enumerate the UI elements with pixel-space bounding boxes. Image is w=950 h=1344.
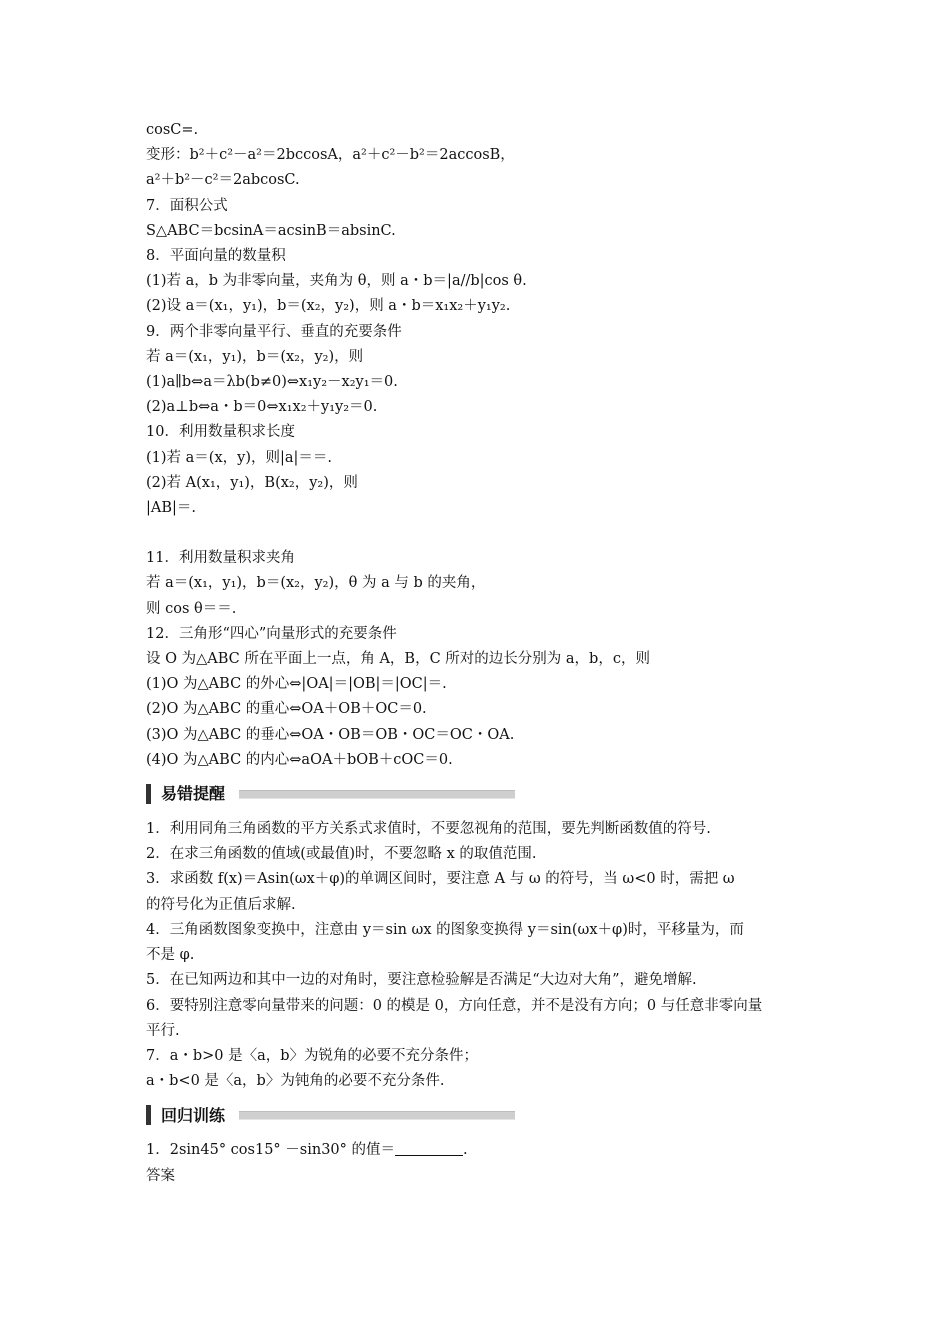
formula-heading: 9．两个非零向量平行、垂直的充要条件 [146, 323, 402, 340]
formula-line: (1)若 a，b 为非零向量，夹角为 θ，则 a・b＝|a//b|cos θ. [146, 273, 527, 290]
section-header-errors [146, 779, 816, 809]
review-question [146, 1138, 816, 1163]
section-rule [239, 790, 515, 799]
section-bar-icon [146, 784, 151, 804]
question-text: 1．2sin45° cos15° －sin30° 的值＝ [146, 1142, 396, 1159]
error-item: 3．求函数 f(x)＝Asin(ωx＋φ)的单调区间时，要注意 A 与 ω 的符号，当 ω<0 时，需把 ω [146, 871, 735, 888]
formula-line: (2)a⊥b⇔a・b＝0⇔x₁x₂＋y₁y₂＝0. [146, 399, 378, 416]
formula-line: (2)若 A(x₁，y₁)，B(x₂，y₂)，则 [146, 474, 358, 491]
formula-line: (1)若 a＝(x，y)，则|a|＝＝. [146, 449, 333, 466]
error-item: 2．在求三角函数的值域(或最值)时，不要忽略 x 的取值范围. [146, 846, 537, 863]
formula-heading: 12．三角形“四心”向量形式的充要条件 [146, 625, 397, 642]
formula-line: cosC=. [146, 122, 199, 138]
answer-blank [395, 1141, 463, 1156]
formula-heading: 8．平面向量的数量积 [146, 248, 286, 265]
section-title: 回归训练 [161, 1105, 226, 1125]
formula-line: (3)O 为△ABC 的垂心⇔OA・OB＝OB・OC＝OC・OA. [146, 726, 515, 743]
formula-heading: 11．利用数量积求夹角 [146, 550, 295, 567]
formula-heading: 7．面积公式 [146, 197, 228, 214]
error-item: a・b<0 是〈a，b〉为钝角的必要不充分条件. [146, 1073, 445, 1090]
error-item: 7．a・b>0 是〈a，b〉为锐角的必要不充分条件； [146, 1047, 479, 1064]
formula-line: S△ABC＝bcsinA＝acsinB＝absinC. [146, 222, 396, 239]
error-item: 1．利用同角三角函数的平方关系式求值时，不要忽视角的范围，要先判断函数值的符号. [146, 821, 711, 838]
error-item: 的符号化为正值后求解. [146, 896, 296, 913]
formula-line: (1)a∥b⇔a＝λb(b≠0)⇔x₁y₂－x₂y₁＝0. [146, 374, 398, 391]
error-item: 平行. [146, 1022, 180, 1039]
section-rule [239, 1111, 515, 1120]
answer-label: 答案 [146, 1167, 175, 1184]
formula-line: a²＋b²－c²＝2abcosC. [146, 172, 300, 189]
error-item: 6．要特别注意零向量带来的问题：0 的模是 0，方向任意，并不是没有方向；0 与任意非零向量 [146, 997, 763, 1014]
error-item: 不是 φ. [146, 947, 195, 964]
section-title: 易错提醒 [161, 784, 226, 804]
formula-line: 若 a＝(x₁，y₁)，b＝(x₂，y₂)，则 [146, 348, 364, 365]
spacer [146, 521, 816, 546]
formula-line: 则 cos θ＝＝. [146, 600, 237, 617]
formula-line: 变形：b²＋c²－a²＝2bccosA，a²＋c²－b²＝2accosB， [146, 147, 515, 164]
section-header-review [146, 1100, 816, 1130]
formula-line: (4)O 为△ABC 的内心⇔aOA＋bOB＋cOC＝0. [146, 751, 453, 768]
error-item: 5．在已知两边和其中一边的对角时，要注意检验解是否满足“大边对大角”，避免增解. [146, 972, 697, 989]
formula-line: |AB|＝. [146, 500, 197, 517]
formula-line: 若 a＝(x₁，y₁)，b＝(x₂，y₂)，θ 为 a 与 b 的夹角， [146, 575, 486, 592]
question-end: . [463, 1142, 468, 1159]
section-bar-icon [146, 1105, 151, 1125]
document-page [146, 118, 816, 1189]
formula-line: (2)设 a＝(x₁，y₁)，b＝(x₂，y₂)，则 a・b＝x₁x₂＋y₁y₂. [146, 298, 511, 315]
formula-line: (2)O 为△ABC 的重心⇔OA＋OB＋OC＝0. [146, 701, 427, 718]
formula-line: 设 O 为△ABC 所在平面上一点，角 A，B，C 所对的边长分别为 a，b，c，则 [146, 651, 650, 668]
formula-line: (1)O 为△ABC 的外心⇔|OA|＝|OB|＝|OC|＝. [146, 676, 447, 693]
formula-heading: 10．利用数量积求长度 [146, 424, 295, 441]
error-item: 4．三角函数图象变换中，注意由 y＝sin ωx 的图象变换得 y＝sin(ωx＋φ)时，平移量为，而 [146, 921, 744, 938]
